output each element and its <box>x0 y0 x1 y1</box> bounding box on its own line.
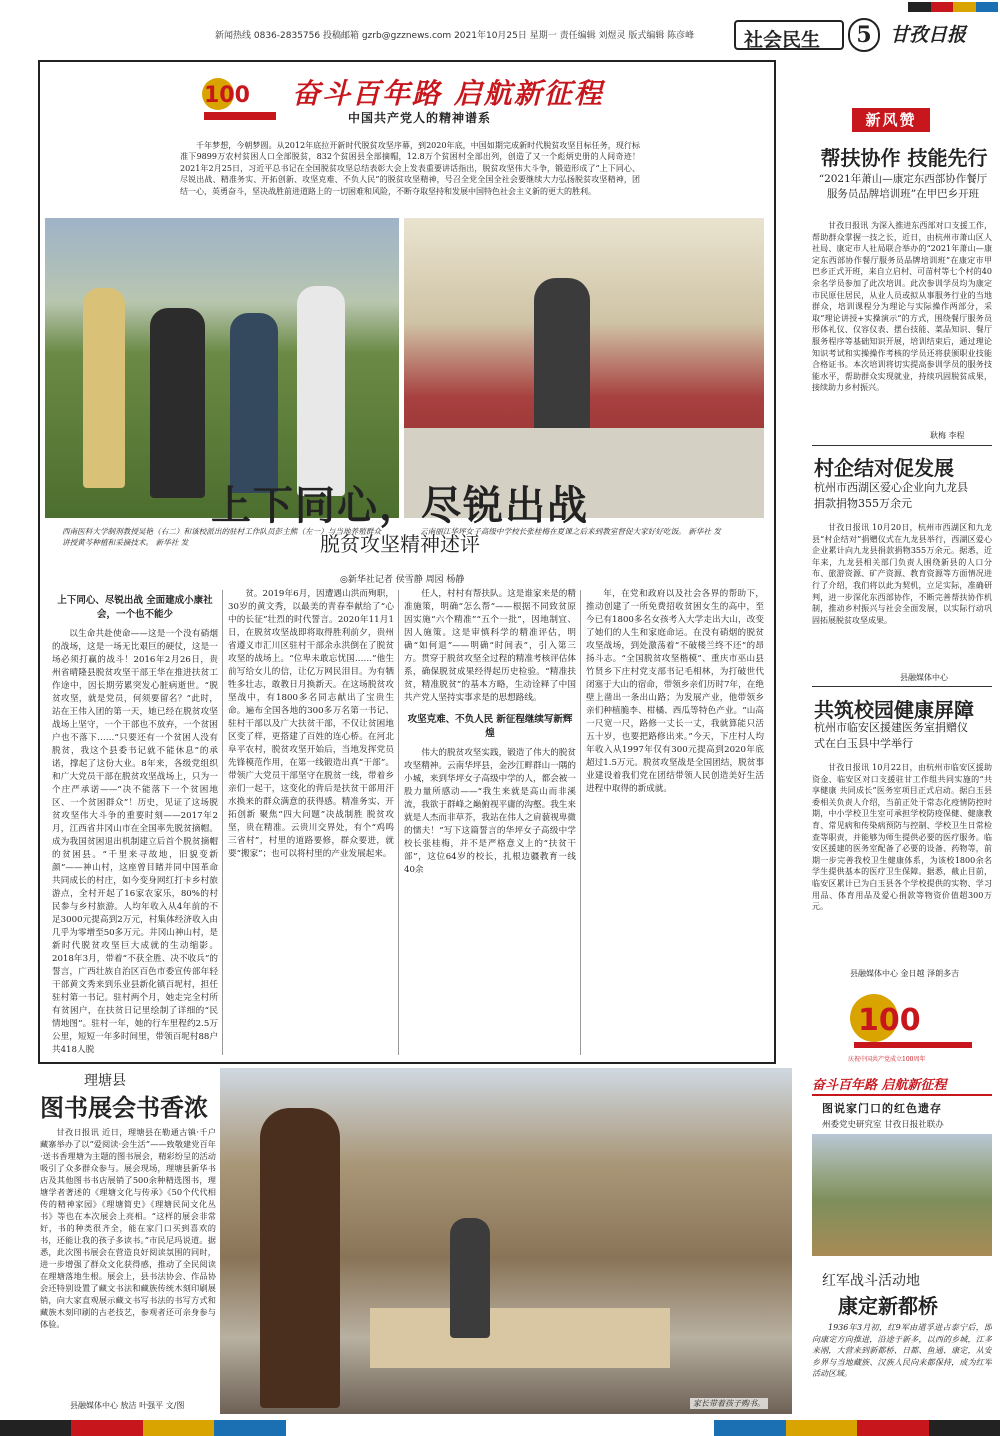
figure-3 <box>230 313 278 493</box>
right-rule-1 <box>812 445 992 446</box>
svg-text:100: 100 <box>204 83 250 108</box>
right-low-subheadline: 杭州市临安区援建医务室捐赠仪式在白玉县中学举行 <box>814 721 968 750</box>
svg-text:100: 100 <box>858 1003 921 1038</box>
right-low-headline: 共筑校园健康屏障 <box>814 698 974 722</box>
section-label: 社会民生 <box>744 29 821 51</box>
col3-subhead: 攻坚克难、不负人民 新征程继续写新辉煌 <box>407 714 573 739</box>
col-divider-3 <box>580 590 581 1055</box>
col1-text: 以生命共赴使命——这是一个没有硝烟的战场，这是一场无比艰巨的硬仗，这是一场必须打赢的战斗！2016年2月26日，贵州省晴隆县脱贫攻坚干部王华在推进扶贫工作途中，因长期劳累突发心脏病逝世。“脱贫攻坚，就是党员，何须要留名？”此时，站在王伟入团的第一天，她已经在脱贫攻坚战场上坚守，一个干部也不放弃，一个贫困户也不落下……“只要还有一个贫困人没有脱贫，我这个县委书记就不能休息”的承诺，撑起了这份大业。8年来，各级党组织和广大党员干部在脱贫攻坚战场上，只为一个庄严承诺——“决不能落下一个贫困地区、一个贫困群众”！历史，见证了这场脱贫攻坚伟大斗争的重要时刻——2017年2月，江西省井冈山市在全国率先脱贫摘帽。成为我国贫困退出机制建立后首个脱贫摘帽的贫困县。“千里来寻故地，旧貌变新颜”——神山村，这座曾目睹并同中国革命共同成长的村庄，如今变身网红打卡乡村旅游点，全村开起了16家农家乐，80%的村民参与乡村旅游。人均年收入从4年前的不足3000元提高到2万元，村集体经济收入由几乎为零增至50多万元。井冈山神山村，是新时代脱贫攻坚巨大成就的生动缩影。2018年3月，带着“不获全胜、决不收兵”的誓言，广西壮族自治区百色市委宣传部年轻干部黄文秀来到乐业县新化镇百坭村，担任驻村第一书记。驻村两个月，她走完全村所有贫困户，在扶贫日记里绘制了详细的“民情地图”。驻村一年，她的行车里程约2.5万公里，短短一年多时间里，带领百坭村88户共418人脱 <box>52 629 218 1055</box>
figure-4 <box>297 286 345 496</box>
col1-subhead: 上下同心、尽锐出战 全面建成小康社会，一个也不能少 <box>57 595 213 620</box>
xinfengzan-label: 新风赞 <box>865 111 917 129</box>
teacher-figure <box>534 278 590 438</box>
bl-body: 甘孜日报讯 近日，理塘县在勒通古镇·千户藏寨举办了以“爱阅读·会生活”——致敬建党百年·送书香理塘为主题的图书展会，精彩纷呈的活动吸引了众多群众参与。展会现场，理塘县新华书店及其他图书书店展销了500余种精选图书，理塘学者著述的《理塘文化与传承》《50个代代相传的精神家园》《理塘简史》《理塘民间文化丛书》等也在本次展会上亮相。“这样的展会非常好，书的种类很齐全，能在家门口买到喜欢的书，还能让我的孩子多读书。”市民尼玛说道。据悉，此次图书展会在营造良好阅读氛围的同时，进一步增强了群众文化获得感，推动了全民阅读在理塘落地生根。展会上，县书法协会、作品协会还特别设置了藏文书法和藏族传统木刻印刷展销，向大家直观展示藏文书写书法的书写方式和藏族木刻印刷的古老技艺，参观者还可亲身参与体验。 <box>40 1127 216 1329</box>
right-low-credit: 县融媒体中心 金日越 泽朗多吉 <box>850 969 960 978</box>
banner-intro: 千年梦想，今朝梦圆。从2012年底拉开新时代脱贫攻坚序幕，到2020年底，中国如期完成新时代脱贫攻坚目标任务，现行标准下9899万农村贫困人口全部脱贫，832个贫困县全部摘帽，12.8万个贫困村全部出列，创造了又一个彪炳史册的人间奇迹！2021年2月25日，习近平总书记在全国脱贫攻坚总结表彰大会上发表重要讲话指出，脱贫攻坚伟大斗争，锻造形成了“上下同心、尽锐出战、精准务实、开拓创新、攻坚克难、不负人民”的脱贫攻坚精神，号召全党全国全社会要继续大力弘扬脱贫攻坚精神，团结一心，英勇奋斗，坚决战胜前进道路上的一切困难和风险，不断夺取坚持和发展中国特色社会主义新的更大的胜利。 <box>180 141 640 196</box>
bl-photo-caption: 家长带着孩子购书。 <box>690 1398 768 1409</box>
party-100-emblem-large <box>848 990 978 1050</box>
color-bar-top <box>0 1420 1000 1436</box>
bl-credit: 县融媒体中心 敖洁 叶强平 文/图 <box>70 1401 185 1410</box>
right-top-body: 甘孜日报讯 为深入推进东西部对口支援工作，帮助群众掌握一技之长，近日，由杭州市萧山区人社局、康定市人社局联合举办的“2021年萧山—康定东西部协作餐厅服务员品牌培训班”在康定市甲巴乡正式开班，来自立启村、可苗村等七个村的40余名学员参加了此次培训。此次参训学员均为康定市民原住居民，从业人员或拟从事服务行业的当地群众，培训课程分为理论与实际操作两部分，采取“理论讲授+实操演示”的方式，围绕餐厅服务员形体礼仪、仪容仪表、摆台技能、菜品知识、餐厅服务程序等基础知识开展，培训结束后，通过理论知识考试和实操操作考核的学员还将获颁职业技能合格证书。本次培训将切实提高参训学员的服务技能水平，帮助群众实现就业，持续巩固脱贫成果，接续助力乡村振兴。 <box>812 221 992 393</box>
photo-book-fair <box>220 1068 792 1414</box>
bl-place: 理塘县 <box>84 1073 126 1089</box>
right-low-body: 甘孜日报讯 10月22日，由杭州市临安区援助资金、临安区对口支援驻甘工作组共同实施的“共享健康 共同成长”医务室项目正式启动。据白玉县委相关负责人介绍，当前正处于常态化疫情防控时期，中小学校卫生室可承担学校防疫保健、健康教育、常见病和传染病预防与控制、学校卫生日常检查等职责，并能够为师生提供必要的医疗服务。临安区援建的医务室配备了必要的设备、药物等，前期一步完善我校卫生健康体系，为该校1800余名学生提供基本的医疗卫生保障。据悉，截止目前，临安区累计已为白玉县各个学校提供的实物、学习用品、体育用品及爱心捐款等物资价值超300万元。 <box>812 763 992 912</box>
figure-1 <box>83 288 125 488</box>
right-top-subheadline: “2021年萧山—康定东西部协作餐厅服务员品牌培训班”在甲巴乡开班 <box>818 173 988 200</box>
br-rule <box>812 1094 992 1096</box>
party-100-emblem <box>200 68 280 124</box>
main-subheadline: 脱贫攻坚精神述评 <box>320 532 480 556</box>
header-hotline: 新闻热线 0836-2835756 投稿邮箱 gzrb@gzznews.com 2021年10月25日 星期一 责任编辑 刘煜灵 版式编辑 陈彦峰 <box>215 31 695 41</box>
photo-xinduqiao-valley <box>812 1134 992 1256</box>
photo-left-caption: 西南医科大学制剂教授吴艳（右二）和该校派出的驻村工作队员彭主熊（左一）与当地养殖群众讲授黄芩种植和采摘技术。 新华社 发 <box>62 527 381 547</box>
photo-right-caption: 云南丽江华坪女子高级中学校长张桂梅在夏课之后来到教室督促大家好好吃饭。 新华社 发 <box>420 527 721 536</box>
man-with-hat <box>260 1108 340 1408</box>
section-tag <box>734 20 844 50</box>
centenary-emblem-large <box>848 990 978 1063</box>
page-number: 5 <box>856 22 872 48</box>
right-mid-body: 甘孜日报讯 10月20日，杭州市西湖区和九龙县“村企结对”捐赠仪式在九龙县举行，西湖区爱心企业累计向九龙县捐款捐物355万余元。据悉，近年来，九龙县相关部门负责人围绕新县的人口分布、旅游资源、矿产资源、教育资源等方面情况进行了介绍，我们将以此为契机，立足实际，准确研判，进一步深化东西部协作，不断完善帮扶协作机制，推动乡村振兴与社会全面发展，以实际行动巩固拓展脱贫攻坚成果。 <box>812 523 992 625</box>
emblem-caption: 庆祝中国共产党成立100周年 <box>848 1056 926 1063</box>
child-figure <box>450 1218 490 1338</box>
book-table <box>370 1308 670 1368</box>
right-mid-credit: 县融媒体中心 <box>900 673 948 682</box>
col-divider-2 <box>398 590 399 1055</box>
main-headline: 上下同心，尽锐出战 <box>211 483 589 529</box>
article-column-1 <box>52 588 218 1058</box>
page-number-badge <box>848 18 880 52</box>
photo-left-herb-planting <box>45 218 399 518</box>
article-column-4 <box>586 588 764 1058</box>
right-rule-2 <box>812 686 992 687</box>
main-byline: ◎新华社记者 侯雪静 周园 杨静 <box>340 575 465 585</box>
col2-text: 贫。2019年6月，因遭遇山洪而殉职，30岁的黄文秀，以最美的青春奉献给了“心中的长征”壮烈的时代誓言。2020年11月1日，在脱贫攻坚战即将取得胜利前夕，贵州省遵义市汇川区驻村干部余永洪倒在了脱贫攻坚的战场上。“位卑未敢忘忧国……”他生前写给女儿的信，让亿万网民泪目。为有牺牲多壮志，敢教日月换新天。在这场脱贫攻坚战中，有1800多名同志献出了宝贵生命。遍布全国各地的300多万名第一书记、驻村干部以及广大扶贫干部，不仅让贫困地区变了样，更搭建了百姓的连心桥。在河北阜平农村，脱贫攻坚开始后，当地发挥党员先锋模范作用，在第一线锻造出真“干部”。带领广大党员干部坚守在脱贫一线，带着乡亲们一起干，这变化的背后是扶贫干部用汗水换来的群众满意的获得感。精准务实、开拓创新 聚焦“四大问题”决战制胜 脱贫攻坚，贵在精准。云贵川交界处，有个“鸡鸣三省村”，村里的道路要修，群众要进，就要“搬家”；也可以将村里的产业发展起来。 <box>228 589 394 859</box>
article-column-3 <box>404 588 576 1058</box>
header-bar <box>0 0 1000 58</box>
banner-slogan: 奋斗百年路 启航新征程 <box>292 77 604 110</box>
bl-headline: 图书展会书香浓 <box>40 1094 208 1122</box>
br-org: 州委党史研究室 甘孜日报社联办 <box>822 1120 944 1130</box>
br-headline: 康定新都桥 <box>838 1294 938 1318</box>
centenary-logo <box>200 68 280 124</box>
banner-subtitle: 中国共产党人的精神谱系 <box>348 111 492 125</box>
paper-name: 甘孜日报 <box>890 24 967 46</box>
br-headline-small: 红军战斗活动地 <box>822 1273 920 1289</box>
figure-2 <box>150 308 205 498</box>
br-slogan: 奋斗百年路 启航新征程 <box>812 1078 947 1093</box>
col-divider-1 <box>222 590 223 1055</box>
br-series: 图说家门口的红色遗存 <box>822 1102 942 1115</box>
right-mid-subheadline: 杭州市西湖区爱心企业向九龙县捐款捐物355万余元 <box>814 481 968 510</box>
col3-text: 任人，村村有帮扶队。这是谁家来是的精准施策，明确“怎么帮”——根据不同致贫原因实施“六个精准”“五个一批”，因地制宜、因人施策。这是审慎科学的精准评估，明确“如何退”——明确“时间表”，引入第三方。贯穿于脱贫攻坚全过程的精准考核评估体系，确保脱贫成果经得起历史检验。“精准扶贫，精准脱贫”的基本方略，生动诠释了中国共产党人坚持实事求是的思想路线。 <box>404 589 576 703</box>
xinfengzan-tag <box>852 108 930 132</box>
color-bar-top-right <box>908 2 998 12</box>
br-body: 1936年3月初，红9军由道孚进占泰宁后，即向康定方向推进，沿途于新多，以西的乡城，江多来刚，大营来到新都桥、日都、鱼通、康定，从安乡界与当地藏族、汉族人民向来都保持，成为红军活动区域。 <box>812 1323 992 1379</box>
photo-right-classroom <box>404 218 764 518</box>
right-top-credit: 耿梅 李程 <box>930 431 965 440</box>
right-mid-headline: 村企结对促发展 <box>814 456 954 480</box>
right-top-headline: 帮扶协作 技能先行 <box>820 146 988 170</box>
col5-text: 伟大的脱贫攻坚实践，锻造了伟大的脱贫攻坚精神。云南华坪县，金沙江畔群山一隅的小城，来到华坪女子高级中学的人，都会被一股力量所感动——“我生来就是高山而非溪流，我欲于群峰之巅俯视平庸的沟壑。我生来就是人杰而非草芥，我站在伟人之肩藐视卑微的懦夫！”写下这篇誓言的华坪女子高级中学校长张桂梅，并不是严格意义上的“扶贫干部”，这位64岁的校长，扎根边疆教育一线40余 <box>404 748 576 875</box>
col4-text: 年，在党和政府以及社会各界的帮助下，推动创建了一所免费招收贫困女生的高中，至今已有1800多名女孩考入大学走出大山，改变了她们的人生和家庭命运。在没有硝烟的脱贫攻坚战场，到处激荡着“不破楼兰终不还”的昂扬斗志。“全国脱贫攻坚楷模”、重庆市巫山县竹贤乡下庄村党支部书记毛相林，为打破世代闭塞于大山的宿命，带领乡亲们历时7年，在绝壁上凿出一条出山路；为发展产业，他带领乡亲们种植脆李、柑橘、西瓜等特色产业。“山高一尺宽一尺，路修一丈长一丈，我就算能只活五十岁，也要把路修出来。”今天，下庄村人均年收入从1997年仅有300元提高到2020年底超过1.5万元。脱贫攻坚战是全国团结，脱贫事业建设着我们党在团结带领人民创造美好生活进程中取得的新成就。 <box>586 589 764 794</box>
article-column-2 <box>228 588 394 1058</box>
